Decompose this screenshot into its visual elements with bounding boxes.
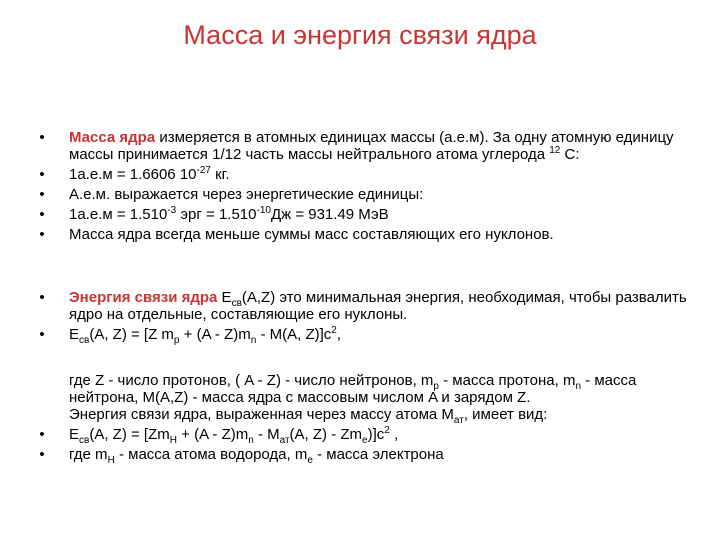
erg-exponent: -3 bbox=[167, 205, 177, 216]
definition-part: - масса электрона bbox=[312, 446, 444, 463]
definition-subscript: H bbox=[107, 455, 115, 466]
binding-energy-subscript: св bbox=[231, 298, 242, 309]
definition-subscript: e bbox=[307, 455, 313, 466]
term-binding-energy: Энергия связи ядра bbox=[69, 289, 218, 306]
bullet-marker: • bbox=[39, 226, 45, 243]
bullet-atomic-formula bbox=[36, 425, 696, 446]
amu-mev-text: Дж = 931.49 МэВ bbox=[270, 206, 389, 223]
bullet-mass-definition bbox=[36, 129, 696, 163]
explanation-part: где Z - число протонов, ( A - Z) - число нейтронов, m bbox=[69, 372, 434, 389]
formula-part: (А, Z) = [Z m bbox=[89, 326, 174, 343]
formula-part: + (A - Z)m bbox=[176, 426, 249, 443]
formula-part: (А, Z) = [Zm bbox=[89, 426, 170, 443]
formula-part: , bbox=[389, 426, 399, 443]
binding-energy-symbol: Е bbox=[217, 289, 232, 306]
carbon-symbol: C: bbox=[560, 146, 580, 163]
explanation-part: - масса нейтрона, M(A,Z) - масса ядра с массовым числом A и зарядом Z. bbox=[69, 372, 637, 406]
formula-superscript: 2 bbox=[384, 425, 390, 436]
formula-part: (A, Z) - Zm bbox=[289, 426, 363, 443]
amu-kg-exponent: -27 bbox=[196, 165, 211, 176]
definition-part: - масса атома водорода, m bbox=[114, 446, 308, 463]
atom-mass-intro bbox=[36, 406, 696, 426]
amu-kg-text: 1а.е.м = 1.6606 10 bbox=[69, 166, 197, 183]
slide-title: Масса и энергия связи ядра bbox=[183, 20, 537, 50]
bullet-marker: • bbox=[39, 326, 45, 343]
formula-explanation bbox=[36, 372, 696, 406]
amu-kg-unit: кг. bbox=[210, 166, 230, 183]
formula-part: Е bbox=[69, 426, 80, 443]
bullet-binding-energy-definition bbox=[36, 289, 696, 323]
formula-part: + (A - Z)m bbox=[179, 326, 251, 343]
definition-part: где m bbox=[69, 446, 108, 463]
formula-subscript: n bbox=[250, 335, 257, 346]
formula-subscript: p bbox=[173, 335, 180, 346]
explanation-subscript: p bbox=[433, 381, 439, 392]
bullet-marker: • bbox=[39, 446, 45, 463]
formula-part: )]c bbox=[367, 426, 385, 443]
carbon-mass-number: 12 bbox=[549, 145, 561, 156]
content-block-mass bbox=[36, 129, 696, 243]
formula-subscript: H bbox=[169, 435, 177, 446]
binding-energy-definition-text: (А,Z) это минимальная энергия, необходимая, чтобы развалить ядро на отдельные, составляющие его нуклоны. bbox=[69, 289, 687, 323]
content-block-binding-energy bbox=[36, 289, 696, 346]
bullet-amu-kg bbox=[36, 166, 696, 183]
term-nucleus-mass: Масса ядра bbox=[69, 129, 156, 146]
bullet-hydrogen-electron bbox=[36, 446, 696, 466]
mass-definition-text: измеряется в атомных единицах массы (а.е.м). За одну атомную единицу массы принимается 1/12 часть массы нейтрального атома углерода bbox=[69, 129, 674, 163]
formula-part: , bbox=[336, 326, 342, 343]
atom-mass-intro-tail: , имеет вид: bbox=[463, 406, 548, 423]
formula-subscript: св bbox=[79, 335, 90, 346]
formula-subscript: ат bbox=[279, 435, 290, 446]
bullet-amu-energy-values bbox=[36, 206, 696, 223]
bullet-mass-defect bbox=[36, 226, 696, 243]
bullet-amu-energy-intro bbox=[36, 186, 696, 203]
explanation-part: - масса протона, m bbox=[438, 372, 576, 389]
formula-subscript: св bbox=[79, 435, 90, 446]
formula-part: - M(A, Z)]c bbox=[256, 326, 332, 343]
joule-exponent: -10 bbox=[256, 205, 271, 216]
bullet-marker: • bbox=[39, 289, 45, 306]
explanation-subscript: n bbox=[575, 381, 582, 392]
bullet-marker: • bbox=[39, 186, 45, 203]
bullet-marker: • bbox=[39, 426, 45, 443]
content-block-explanation bbox=[36, 372, 696, 466]
amu-joule-text: эрг = 1.510 bbox=[176, 206, 257, 223]
bullet-binding-energy-formula bbox=[36, 325, 696, 346]
formula-superscript: 2 bbox=[331, 325, 337, 336]
formula-part: - M bbox=[253, 426, 280, 443]
amu-energy-intro-text: А.е.м. выражается через энергетические единицы: bbox=[69, 186, 424, 203]
formula-subscript: e bbox=[362, 435, 368, 446]
bullet-marker: • bbox=[39, 129, 45, 146]
mass-defect-text: Масса ядра всегда меньше суммы масс составляющих его нуклонов. bbox=[69, 226, 554, 243]
bullet-marker: • bbox=[39, 206, 45, 223]
formula-part: Е bbox=[69, 326, 80, 343]
bullet-marker: • bbox=[39, 166, 45, 183]
atom-mass-subscript: ат bbox=[453, 415, 464, 426]
amu-erg-text: 1а.е.м = 1.510 bbox=[69, 206, 168, 223]
formula-subscript: n bbox=[248, 435, 254, 446]
atom-mass-intro-text: Энергия связи ядра, выраженная через массу атома M bbox=[69, 406, 454, 423]
